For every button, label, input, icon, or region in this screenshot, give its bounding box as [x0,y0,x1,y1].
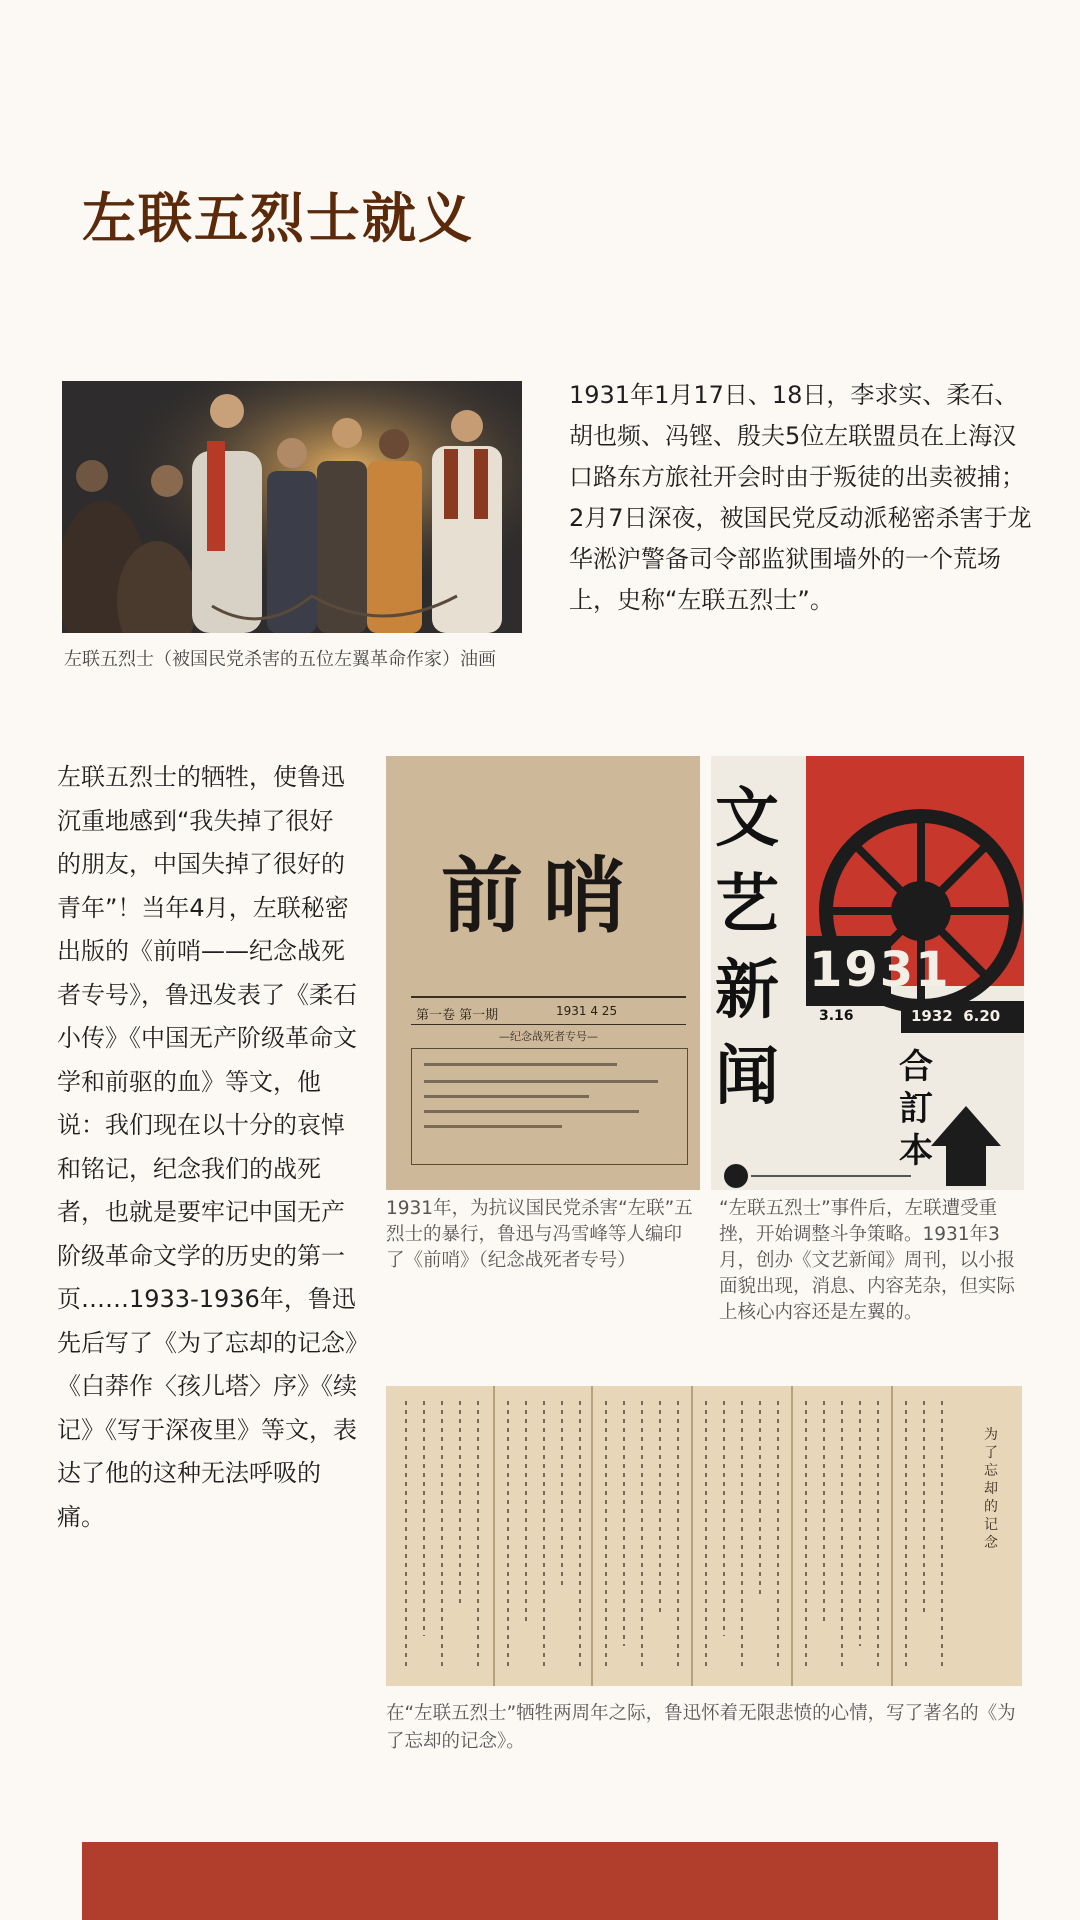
qianshao-rule [411,996,686,998]
manuscript-photo [386,1386,1022,1686]
wenyi-compiled-label: 合訂本 [899,1047,933,1171]
qianshao-contents-box [411,1048,688,1165]
wenyi-date-start: 3.16 [819,1008,854,1024]
page-title: 左联五烈士就义 [82,187,474,250]
wenyi-news-cover [711,756,1024,1190]
qianshao-date: 1931 4 25 [556,1004,618,1018]
qianshao-subtitle: —纪念战死者专号— [499,1030,598,1043]
wenyi-caption: “左联五烈士”事件后，左联遭受重挫，开始调整斗争策略。1931年3月，创办《文艺新闻》周刊，以小报面貌出现，消息、内容芜杂，但实际上核心内容还是左翼的。 [719,1198,1016,1323]
wenyi-cover-title: 文艺新闻 [715,782,779,1114]
qianshao-issue: 第一卷 第一期 [416,1008,499,1023]
intro-paragraph: 1931年1月17日、18日，李求实、柔石、胡也频、冯铿、殷夫5位左联盟员在上海汉口路东方旅社开会时由于叛徒的出卖被捕；2月7日深夜，被国民党反动派秘密杀害于龙华淞沪警备司令部监狱围墙外的一个荒场上，史称“左联五烈士”。 [569,381,1032,614]
martyrs-oil-painting [62,381,522,633]
manuscript-title: 为了忘却的记念 [984,1427,998,1551]
body-paragraph: 左联五烈士的牺牲，使鲁迅沉重地感到“我失掉了很好的朋友，中国失掉了很好的青年”！当年4月，左联秘密出版的《前哨——纪念战死者专号》，鲁迅发表了《柔石小传》《中国无产阶级革命文学和前驱的血》等文，他说：我们现在以十分的哀悼和铭记，纪念我们的战死者，也就是要牢记中国无产阶级革命文学的历史的第一页……1933-1936年，鲁迅先后写了《为了忘却的记念》《白莽作〈孩儿塔〉序》《续记》《写于深夜里》等文，表达了他的这种无法呼吸的痛。 [57,763,357,1531]
qianshao-cover-title: 前哨 [440,848,645,944]
wenyi-date-end: 1932 6.20 [911,1007,1001,1025]
painting-illustration [62,381,522,633]
painting-caption: 左联五烈士（被国民党杀害的五位左翼革命作家）油画 [64,649,496,670]
qianshao-caption: 1931年，为抗议国民党杀害“左联”五烈士的暴行，鲁迅与冯雪峰等人编印了《前哨》（纪念战死者专号） [386,1198,693,1271]
qianshao-rule-2 [411,1024,686,1025]
bottom-accent-bar [82,1842,998,1920]
manuscript-pages [386,1386,1022,1686]
qianshao-cover [386,756,700,1190]
manuscript-caption: 在“左联五烈士”牺牲两周年之际，鲁迅怀着无限悲愤的心情，写了著名的《为了忘却的记念》。 [386,1703,1016,1752]
wenyi-year: 1931 [809,942,951,998]
